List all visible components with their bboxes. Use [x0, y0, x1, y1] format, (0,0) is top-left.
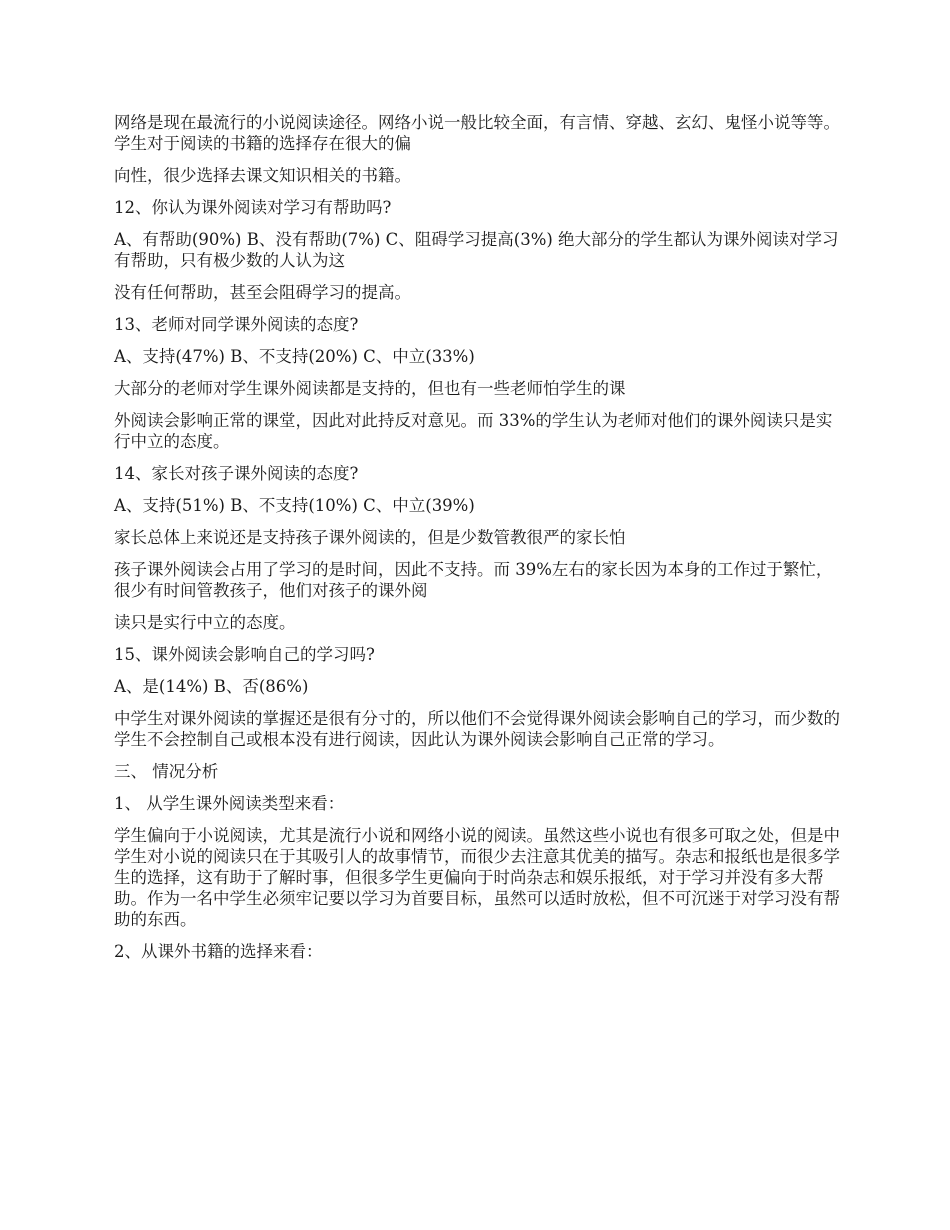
- question-12: 12、你认为课外阅读对学习有帮助吗?: [114, 198, 392, 217]
- paragraph-teachers-support: 大部分的老师对学生课外阅读都是支持的，但也有一些老师怕学生的课: [114, 379, 626, 398]
- answer-12: A、有帮助(90%) B、没有帮助(7%) C、阻碍学习提高(3%) 绝大部分的学生都认为课外阅读对学习有帮助，只有极少数的人认为这: [114, 230, 839, 270]
- question-15: 15、课外阅读会影响自己的学习吗?: [114, 645, 375, 664]
- paragraph-parents-support: 家长总体上来说还是支持孩子课外阅读的，但是少数管教很严的家长怕: [114, 528, 626, 547]
- paragraph-teachers-neutral: 外阅读会影响正常的课堂，因此对此持反对意见。而 33%的学生认为老师对他们的课外阅读只是实行中立的态度。: [114, 411, 833, 451]
- subheading-book-selection: 2、从课外书籍的选择来看：: [114, 942, 323, 961]
- paragraph-parents-busy: 孩子课外阅读会占用了学习的是时间，因此不支持。而 39%左右的家长因为本身的工作过于繁忙，很少有时间管教孩子，他们对孩子的课外阅: [114, 560, 833, 600]
- paragraph-network-novels: 网络是现在最流行的小说阅读途径。网络小说一般比较全面，有言情、穿越、玄幻、鬼怪小说等等。学生对于阅读的书籍的选择存在很大的偏: [114, 113, 840, 153]
- question-14: 14、家长对孩子课外阅读的态度?: [114, 464, 359, 483]
- section-heading-analysis: 三、 情况分析: [114, 762, 219, 781]
- answer-15: A、是(14%) B、否(86%): [114, 677, 309, 696]
- paragraph-novel-reading: 学生偏向于小说阅读，尤其是流行小说和网络小说的阅读。虽然这些小说也有很多可取之处，但是中学生对小说的阅读只在于其吸引人的故事情节，而很少去注意其优美的描写。杂志和报纸也是很多学生的选择，这有助于了解时事，但很多学生更偏向于时尚杂志和娱乐报纸，对于学习并没有多大帮助。作为一名中学生必须牢记要以学习为首要目标，虽然可以适时放松，但不可沉迷于对学习没有帮助的东西。: [114, 826, 840, 929]
- paragraph-students-control: 中学生对课外阅读的掌握还是很有分寸的，所以他们不会觉得课外阅读会影响自己的学习，而少数的学生不会控制自己或根本没有进行阅读，因此认为课外阅读会影响自己正常的学习。: [114, 709, 840, 749]
- paragraph-parents-neutral: 读只是实行中立的态度。: [114, 613, 296, 632]
- document-body: [114, 112, 844, 973]
- answer-14: A、支持(51%) B、不支持(10%) C、中立(39%): [114, 496, 475, 515]
- answer-13: A、支持(47%) B、不支持(20%) C、中立(33%): [114, 347, 475, 366]
- paragraph-no-help: 没有任何帮助，甚至会阻碍学习的提高。: [114, 283, 411, 302]
- paragraph-tendency: 向性，很少选择去课文知识相关的书籍。: [114, 166, 411, 185]
- question-13: 13、老师对同学课外阅读的态度?: [114, 315, 359, 334]
- subheading-reading-type: 1、 从学生课外阅读类型来看：: [114, 794, 345, 813]
